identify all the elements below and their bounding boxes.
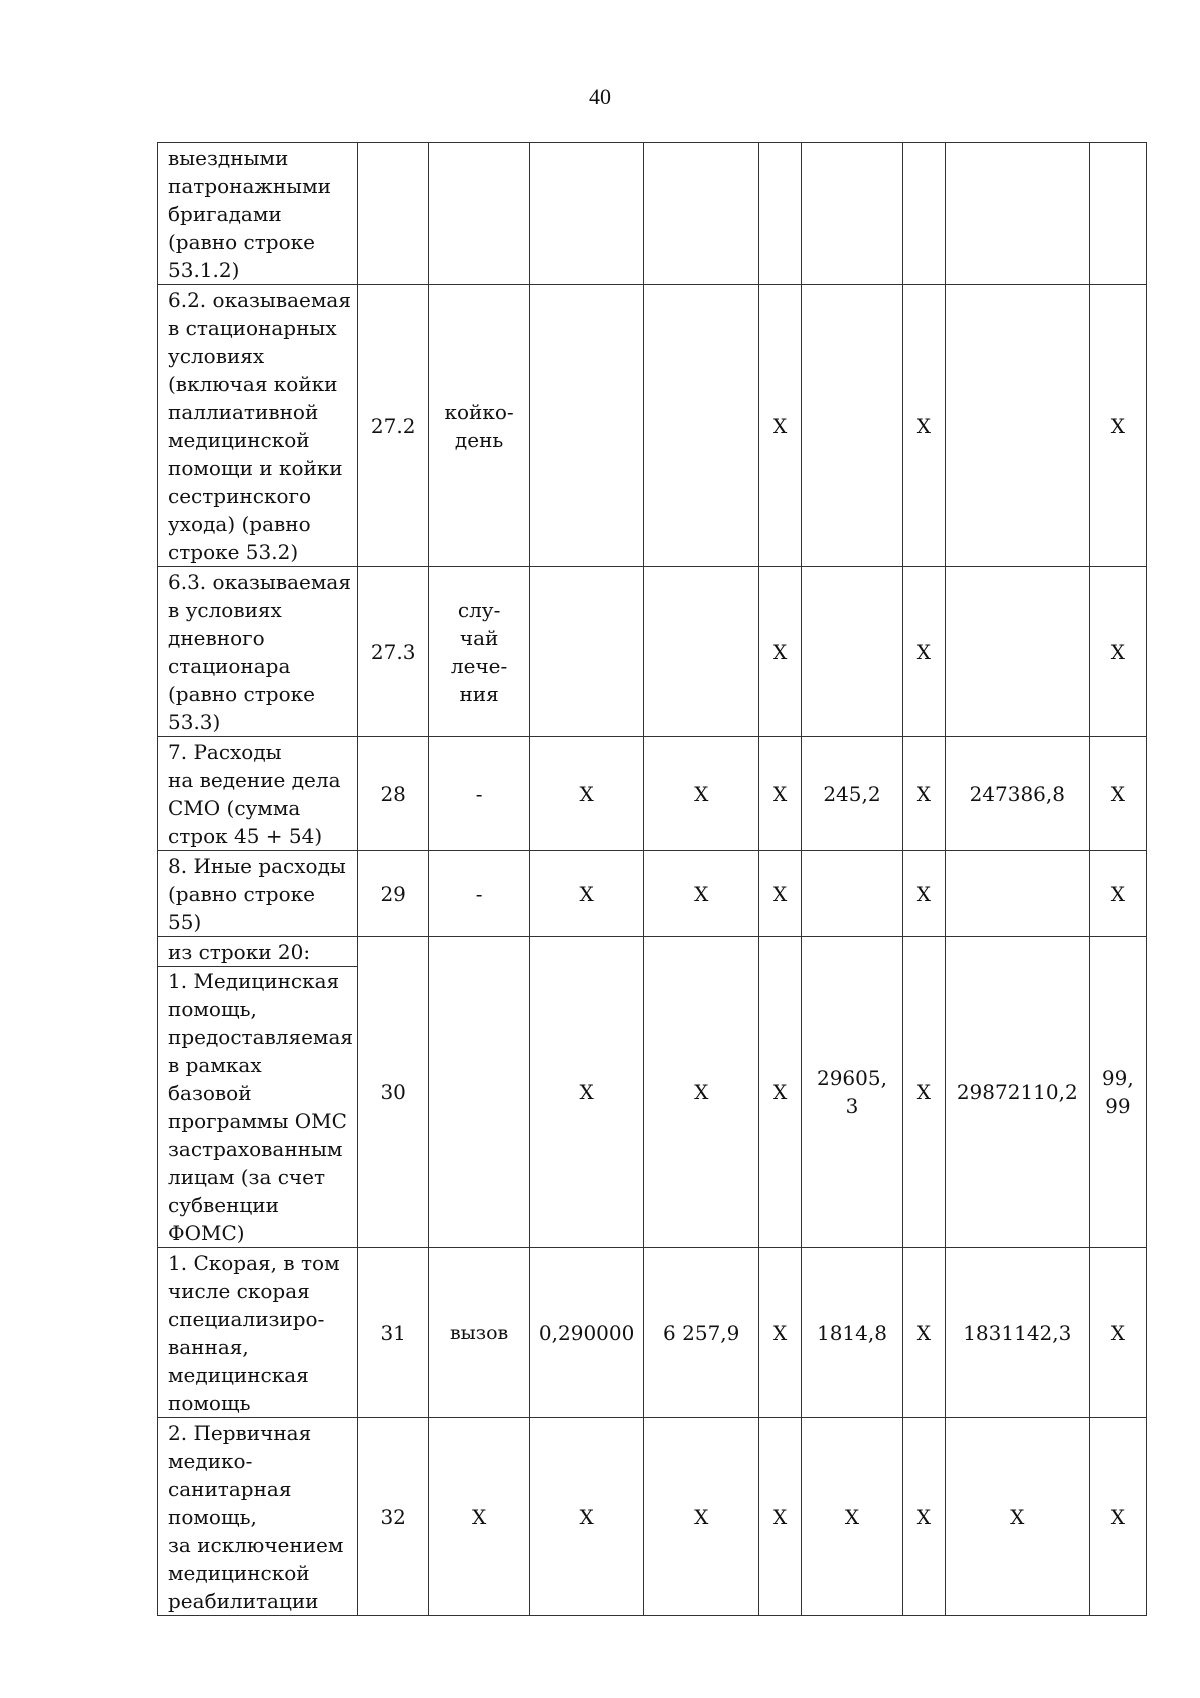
row-name: 6.2. оказываемая в стационарных условиях (включая койки паллиативной медицинской помощи и койки сестринского ухода) (равно строке 53.2) (158, 285, 358, 567)
row-name: 2. Первичная медико- санитарная помощь, за исключением медицинской реабилитации (158, 1418, 358, 1616)
table-row (158, 567, 1147, 737)
cost-norm-cell: X (644, 851, 759, 937)
row-code-cell: 27.2 (358, 285, 429, 567)
unit-cell: X (429, 1418, 530, 1616)
unit-cell: вызов (429, 1248, 530, 1418)
total-sum-cell: X (945, 1418, 1089, 1616)
unit-cell: - (429, 851, 530, 937)
budget-sum-x-cell: X (902, 937, 945, 1248)
row-name: 8. Иные расходы (равно строке 55) (158, 851, 358, 937)
total-sum-cell (945, 143, 1089, 285)
per-capita-cell: 29605, 3 (802, 937, 903, 1248)
total-sum-cell: 1831142,3 (945, 1248, 1089, 1418)
total-sum-cell (945, 567, 1089, 737)
percent-cell: X (1089, 851, 1146, 937)
total-sum-cell: 247386,8 (945, 737, 1089, 851)
row-code-cell: 27.3 (358, 567, 429, 737)
total-sum-cell (945, 851, 1089, 937)
percent-cell: X (1089, 1418, 1146, 1616)
total-sum-cell: 29872110,2 (945, 937, 1089, 1248)
volume-norm-cell: X (529, 737, 644, 851)
budget-x-cell: X (759, 285, 802, 567)
percent-cell: X (1089, 285, 1146, 567)
volume-norm-cell (529, 143, 644, 285)
table-row (158, 851, 1147, 937)
unit-cell: - (429, 737, 530, 851)
table-row (158, 1418, 1147, 1616)
cost-norm-cell: X (644, 937, 759, 1248)
row-code-cell (358, 143, 429, 285)
row-name: 1. Скорая, в том числе скорая специализиро- ванная, медицинская помощь (158, 1248, 358, 1418)
volume-norm-cell (529, 567, 644, 737)
unit-cell (429, 937, 530, 1248)
table-row (158, 1248, 1147, 1418)
budget-sum-x-cell (902, 143, 945, 285)
table-row (158, 143, 1147, 285)
row-code-cell: 28 (358, 737, 429, 851)
budget-sum-x-cell: X (902, 285, 945, 567)
budget-x-cell: X (759, 1418, 802, 1616)
table-row (158, 285, 1147, 567)
cost-norm-cell (644, 143, 759, 285)
page-number: 40 (589, 84, 611, 109)
budget-sum-x-cell: X (902, 567, 945, 737)
row-code-cell: 30 (358, 937, 429, 1248)
percent-cell (1089, 143, 1146, 285)
row-code-cell: 31 (358, 1248, 429, 1418)
budget-sum-x-cell: X (902, 1248, 945, 1418)
row-code-cell: 29 (358, 851, 429, 937)
table-row (158, 737, 1147, 851)
volume-norm-cell (529, 285, 644, 567)
row-name: 7. Расходы на ведение дела СМО (сумма строк 45 + 54) (158, 737, 358, 851)
total-sum-cell (945, 285, 1089, 567)
cost-norm-cell (644, 567, 759, 737)
row-name-cell (158, 937, 358, 1248)
unit-cell: койко- день (429, 285, 530, 567)
percent-cell: 99, 99 (1089, 937, 1146, 1248)
cost-norm-cell: X (644, 1418, 759, 1616)
per-capita-cell: 245,2 (802, 737, 903, 851)
percent-cell: X (1089, 567, 1146, 737)
per-capita-cell (802, 851, 903, 937)
data-table (157, 142, 1147, 1616)
row-code-cell: 32 (358, 1418, 429, 1616)
unit-cell (429, 143, 530, 285)
budget-sum-x-cell: X (902, 851, 945, 937)
budget-x-cell: X (759, 851, 802, 937)
per-capita-cell: 1814,8 (802, 1248, 903, 1418)
percent-cell: X (1089, 1248, 1146, 1418)
volume-norm-cell: 0,290000 (529, 1248, 644, 1418)
table-row (158, 937, 1147, 1248)
row-subheading: из строки 20: (158, 937, 357, 967)
per-capita-cell (802, 285, 903, 567)
budget-sum-x-cell: X (902, 737, 945, 851)
budget-x-cell: X (759, 1248, 802, 1418)
row-name: выездными патронажными бригадами (равно строке 53.1.2) (158, 143, 358, 285)
row-name: 1. Медицинская помощь, предоставляемая в рамках базовой программы ОМС застрахованным лицам (за счет субвенции ФОМС) (168, 969, 354, 1245)
cost-norm-cell: X (644, 737, 759, 851)
unit-cell: слу- чай лече- ния (429, 567, 530, 737)
per-capita-cell: X (802, 1418, 903, 1616)
budget-x-cell: X (759, 567, 802, 737)
cost-norm-cell: 6 257,9 (644, 1248, 759, 1418)
budget-x-cell: X (759, 937, 802, 1248)
budget-x-cell: X (759, 737, 802, 851)
row-name: 6.3. оказываемая в условиях дневного стационара (равно строке 53.3) (158, 567, 358, 737)
table-body (158, 143, 1147, 1616)
budget-x-cell (759, 143, 802, 285)
volume-norm-cell: X (529, 851, 644, 937)
per-capita-cell (802, 143, 903, 285)
per-capita-cell (802, 567, 903, 737)
percent-cell: X (1089, 737, 1146, 851)
volume-norm-cell: X (529, 1418, 644, 1616)
budget-sum-x-cell: X (902, 1418, 945, 1616)
cost-norm-cell (644, 285, 759, 567)
volume-norm-cell: X (529, 937, 644, 1248)
